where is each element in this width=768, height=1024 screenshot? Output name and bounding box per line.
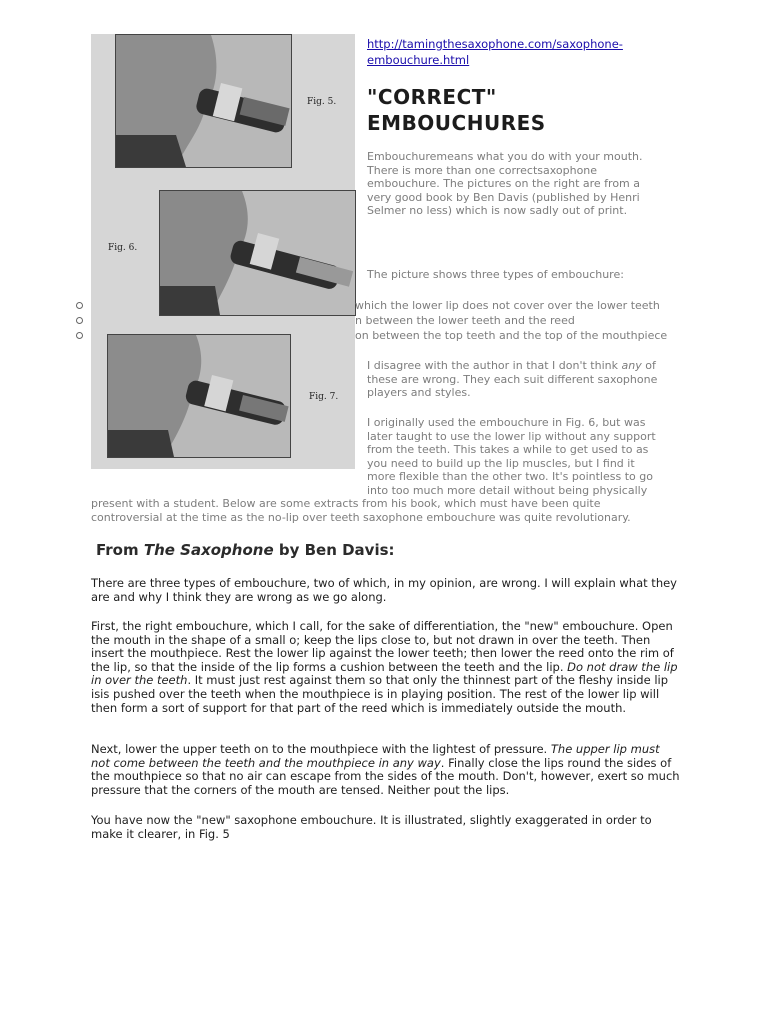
originally-paragraph (91, 416, 691, 524)
disagree-emphasis: any (621, 359, 642, 372)
fig5-label: Fig. 5. (307, 97, 337, 107)
paragraph-text: First, the right embouchure, which I call, for the sake of differentiation, the "new" embouchure. Open the mouth in the shape of a small o; keep the lips close to, but not drawn in over the teeth. Then insert the mouthpiece. Rest the lower lip against the lower teeth; then lower the reed onto the rim of the lip, so that the inside of the lip forms a cushion between the teeth and the lip. (91, 619, 674, 674)
paragraph-emphasis: Do not draw the lip in over the teeth (91, 659, 678, 688)
body-paragraph-1: There are three types of embouchure, two of which, in my opinion, are wrong. I will explain what they are and why I think they are wrong as we go along. (91, 576, 677, 604)
list-item (76, 329, 696, 344)
embouchure-figures-image (91, 34, 355, 469)
body-paragraph-2 (91, 620, 681, 715)
list-item (76, 299, 696, 314)
list-item-text: on between the top teeth and the top of the mouthpiece (355, 329, 668, 342)
section-heading (96, 541, 395, 559)
paragraph-line: I originally used the embouchure in Fig. 6, but was (367, 416, 646, 429)
circle-bullet-icon (76, 317, 83, 324)
paragraph-line: present with a student. Below are some extracts from his book, which must have been quite (91, 497, 601, 510)
disagree-text-end: of these are wrong. They each suit different saxophone players and styles. (367, 359, 658, 399)
body-paragraph-4: You have now the "new" saxophone embouchure. It is illustrated, slightly exaggerated in order to make it clearer, in Fig. 5 (91, 813, 652, 841)
fig7-label: Fig. 7. (309, 392, 339, 402)
source-link-line1[interactable]: http://tamingthesaxophone.com/saxophone- (367, 37, 623, 51)
source-link-line2[interactable]: embouchure.html (367, 53, 470, 67)
list-item-text: which the lower lip does not cover over the lower teeth (355, 299, 660, 312)
paragraph-line: later taught to use the lower lip without any support (367, 429, 656, 443)
paragraph-line: you need to build up the lip muscles, but I find it (367, 456, 635, 470)
fig5-illustration (116, 35, 291, 167)
page-title (367, 84, 667, 136)
paragraph-line: more flexible than the other two. It's pointless to go (367, 470, 653, 483)
heading-author: by Ben Davis: (273, 541, 395, 559)
fig6-illustration (160, 191, 355, 315)
paragraph-emphasis: The upper lip must not come between the teeth and the mouthpiece in any way (91, 742, 660, 770)
heading-from: From (96, 541, 144, 559)
body-paragraph-3 (91, 743, 681, 797)
paragraph-line: into too much more detail without being physically (367, 483, 648, 497)
embouchure-type-list (76, 299, 696, 344)
page-title-line2: EMBOUCHURES (367, 111, 546, 135)
disagree-paragraph (367, 359, 667, 400)
types-intro: The picture shows three types of embouchure: (367, 268, 624, 281)
paragraph-text: . It must just rest against them so that only the thinnest part of the fleshy inside lip isis pushed over the teeth when the mouthpiece is in playing position. The rest of the lower lip will then form a sort of support for that part of the reed which is immediately outside the mouth. (91, 673, 669, 715)
circle-bullet-icon (76, 332, 83, 339)
heading-book-title: The Saxophone (143, 541, 274, 559)
paragraph-line: controversial at the time as the no-lip over teeth saxophone embouchure was quite revolutionary. (91, 510, 631, 524)
page-title-line1: "CORRECT" (367, 85, 497, 109)
list-item (76, 314, 696, 329)
intro-paragraph: Embouchuremeans what you do with your mouth. There is more than one correctsaxophone embouchure. The pictures on the right are from a very good book by Ben Davis (published by Henri Selmer no less) which is now sadly out of print. (367, 150, 643, 217)
paragraph-text: Next, lower the upper teeth on to the mouthpiece with the lightest of pressure. (91, 742, 551, 756)
fig6-photo (159, 190, 356, 316)
source-link[interactable] (367, 36, 647, 68)
disagree-text-start: I disagree with the author in that I don't think (367, 359, 622, 372)
fig5-photo (115, 34, 292, 168)
fig6-label: Fig. 6. (108, 243, 138, 253)
list-item-text: n between the lower teeth and the reed (355, 314, 575, 327)
paragraph-text: . Finally close the lips round the sides of the mouthpiece so that no air can escape from the sides of the mouth. Don't, however, exert so much pressure that the corners of the mouth are tensed. Neither pout the lips. (91, 755, 680, 797)
paragraph-line: from the teeth. This takes a while to get used to as (367, 443, 649, 456)
circle-bullet-icon (76, 302, 83, 309)
